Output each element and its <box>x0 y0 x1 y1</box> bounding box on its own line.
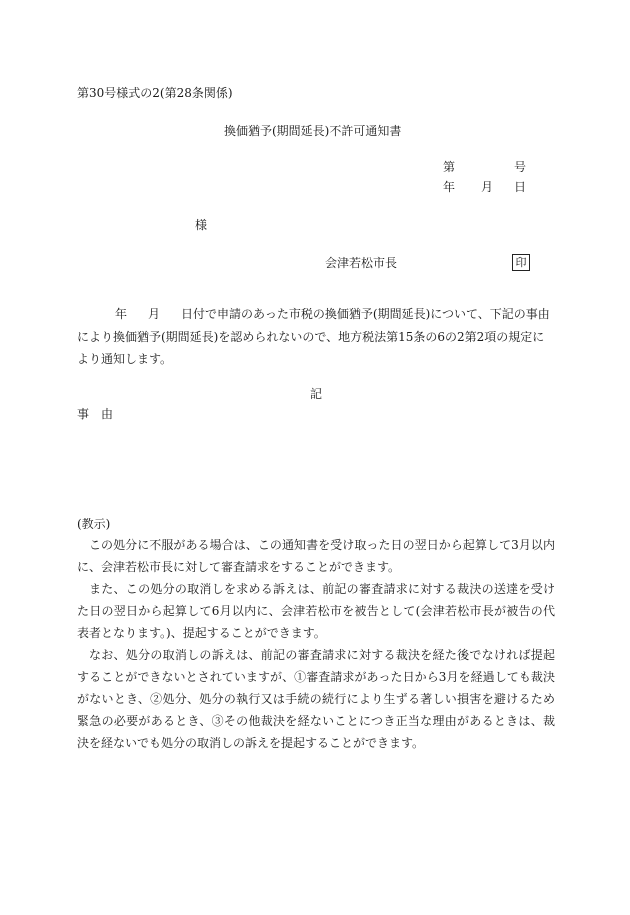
instruction-paragraph-3: なお、処分の取消しの訴えは、前記の審査請求に対する裁決を経た後でなければ提起することができないとされていますが、①審査請求があった日から3月を経過しても裁決がないとき、②処分、処分の執行又は手続の続行により生ずる著しい損害を避けるため緊急の必要があるとき、③その他裁決を経ないことにつき正当な理由があるときは、裁決を経ないでも処分の取消しの訴えを提起することができます。 <box>77 648 555 750</box>
body-line1-rest: 日付で申請のあった市税の換価猶予(期間延長)について、下記の事由 <box>181 307 550 321</box>
doc-number-go: 号 <box>514 160 527 174</box>
instruction-body <box>77 534 555 754</box>
date-year: 年 <box>443 180 456 194</box>
body-month: 月 <box>148 307 161 321</box>
date-month: 月 <box>481 180 494 194</box>
addressee-honorific: 様 <box>195 218 208 232</box>
form-reference: 第30号様式の2(第28条関係) <box>77 86 233 100</box>
body-line2: により換価猶予(期間延長)を認められないので、地方税法第15条の6の2第2項の規定に <box>77 330 545 344</box>
sender-name: 会津若松市長 <box>325 256 398 270</box>
date-day: 日 <box>514 180 527 194</box>
body-line3: より通知します。 <box>77 352 173 366</box>
ki-heading: 記 <box>310 387 323 401</box>
instruction-paragraph-1: この処分に不服がある場合は、この通知書を受け取った日の翌日から起算して3月以内に、会津若松市長に対して審査請求をすることができます。 <box>77 538 555 574</box>
instruction-heading: (教示) <box>77 517 111 531</box>
document-title: 換価猶予(期間延長)不許可通知書 <box>224 124 402 138</box>
reason-label: 事 由 <box>77 407 114 421</box>
seal-icon: 印 <box>512 254 530 271</box>
seal-mark <box>512 254 530 271</box>
body-year: 年 <box>115 307 128 321</box>
doc-number-dai: 第 <box>443 160 456 174</box>
instruction-paragraph-2: また、この処分の取消しを求める訴えは、前記の審査請求に対する裁決の送達を受けた日の翌日から起算して6月以内に、会津若松市を被告として(会津若松市長が被告の代表者となります。)、提起することができます。 <box>77 582 555 640</box>
